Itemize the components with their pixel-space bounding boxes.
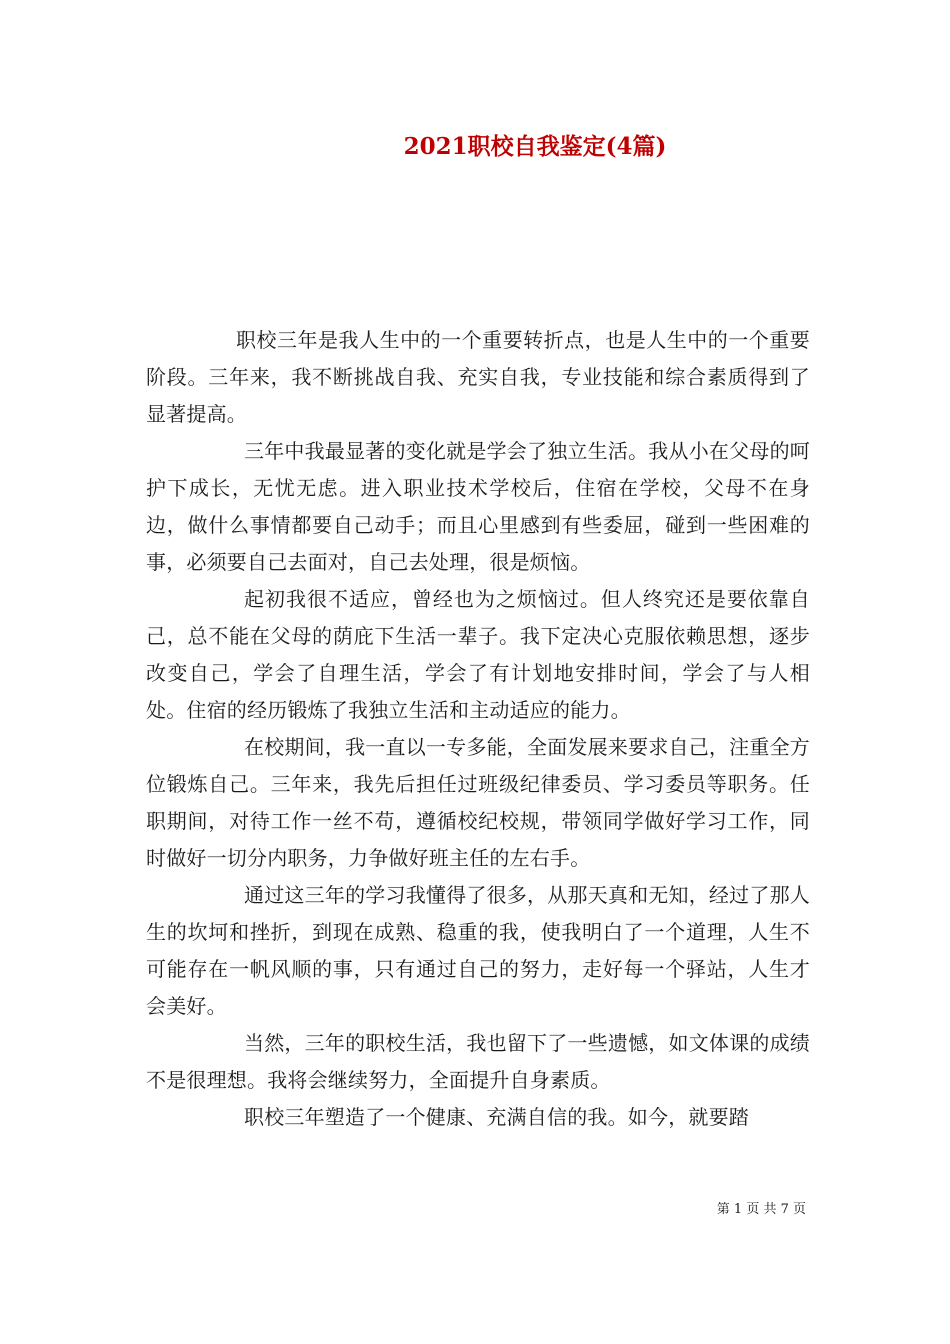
paragraph-4: 在校期间，我一直以一专多能，全面发展来要求自己，注重全方位锻炼自己。三年来，我先后担任过班级纪律委员、学习委员等职务。任职期间，对待工作一丝不苟，遵循校纪校规，带领同学做好学习工作，同时做好一切分内职务，力争做好班主任的左右手。 xyxy=(146,735,810,870)
paragraph-5: 通过这三年的学习我懂得了很多，从那天真和无知，经过了那人生的坎坷和挫折，到现在成熟、稳重的我，使我明白了一个道理，人生不可能存在一帆风顺的事，只有通过自己的努力，走好每一个驿站，人生才会美好。 xyxy=(146,883,810,1018)
paragraph-7: 职校三年塑造了一个健康、充满自信的我。如今，就要踏 xyxy=(244,1105,749,1129)
paragraph-1: 职校三年是我人生中的一个重要转折点，也是人生中的一个重要阶段。三年来，我不断挑战自我、充实自我，专业技能和综合素质得到了显著提高。 xyxy=(146,328,810,426)
document-body xyxy=(146,322,810,1136)
paragraph-6: 当然，三年的职校生活，我也留下了一些遗憾，如文体课的成绩不是很理想。我将会继续努力，全面提升自身素质。 xyxy=(146,1031,810,1092)
page-number-footer: 第 1 页 共 7 页 xyxy=(716,1202,806,1217)
paragraph-2: 三年中我最显著的变化就是学会了独立生活。我从小在父母的呵护下成长，无忧无虑。进入职业技术学校后，住宿在学校，父母不在身边，做什么事情都要自己动手；而且心里感到有些委屈，碰到一些困难的事，必须要自己去面对，自己去处理，很是烦恼。 xyxy=(146,439,810,574)
paragraph-3: 起初我很不适应，曾经也为之烦恼过。但人终究还是要依靠自己，总不能在父母的荫庇下生活一辈子。我下定决心克服依赖思想，逐步改变自己，学会了自理生活，学会了有计划地安排时间，学会了与人相处。住宿的经历锻炼了我独立生活和主动适应的能力。 xyxy=(146,587,810,722)
document-title: 2021职校自我鉴定(4篇) xyxy=(403,133,667,160)
